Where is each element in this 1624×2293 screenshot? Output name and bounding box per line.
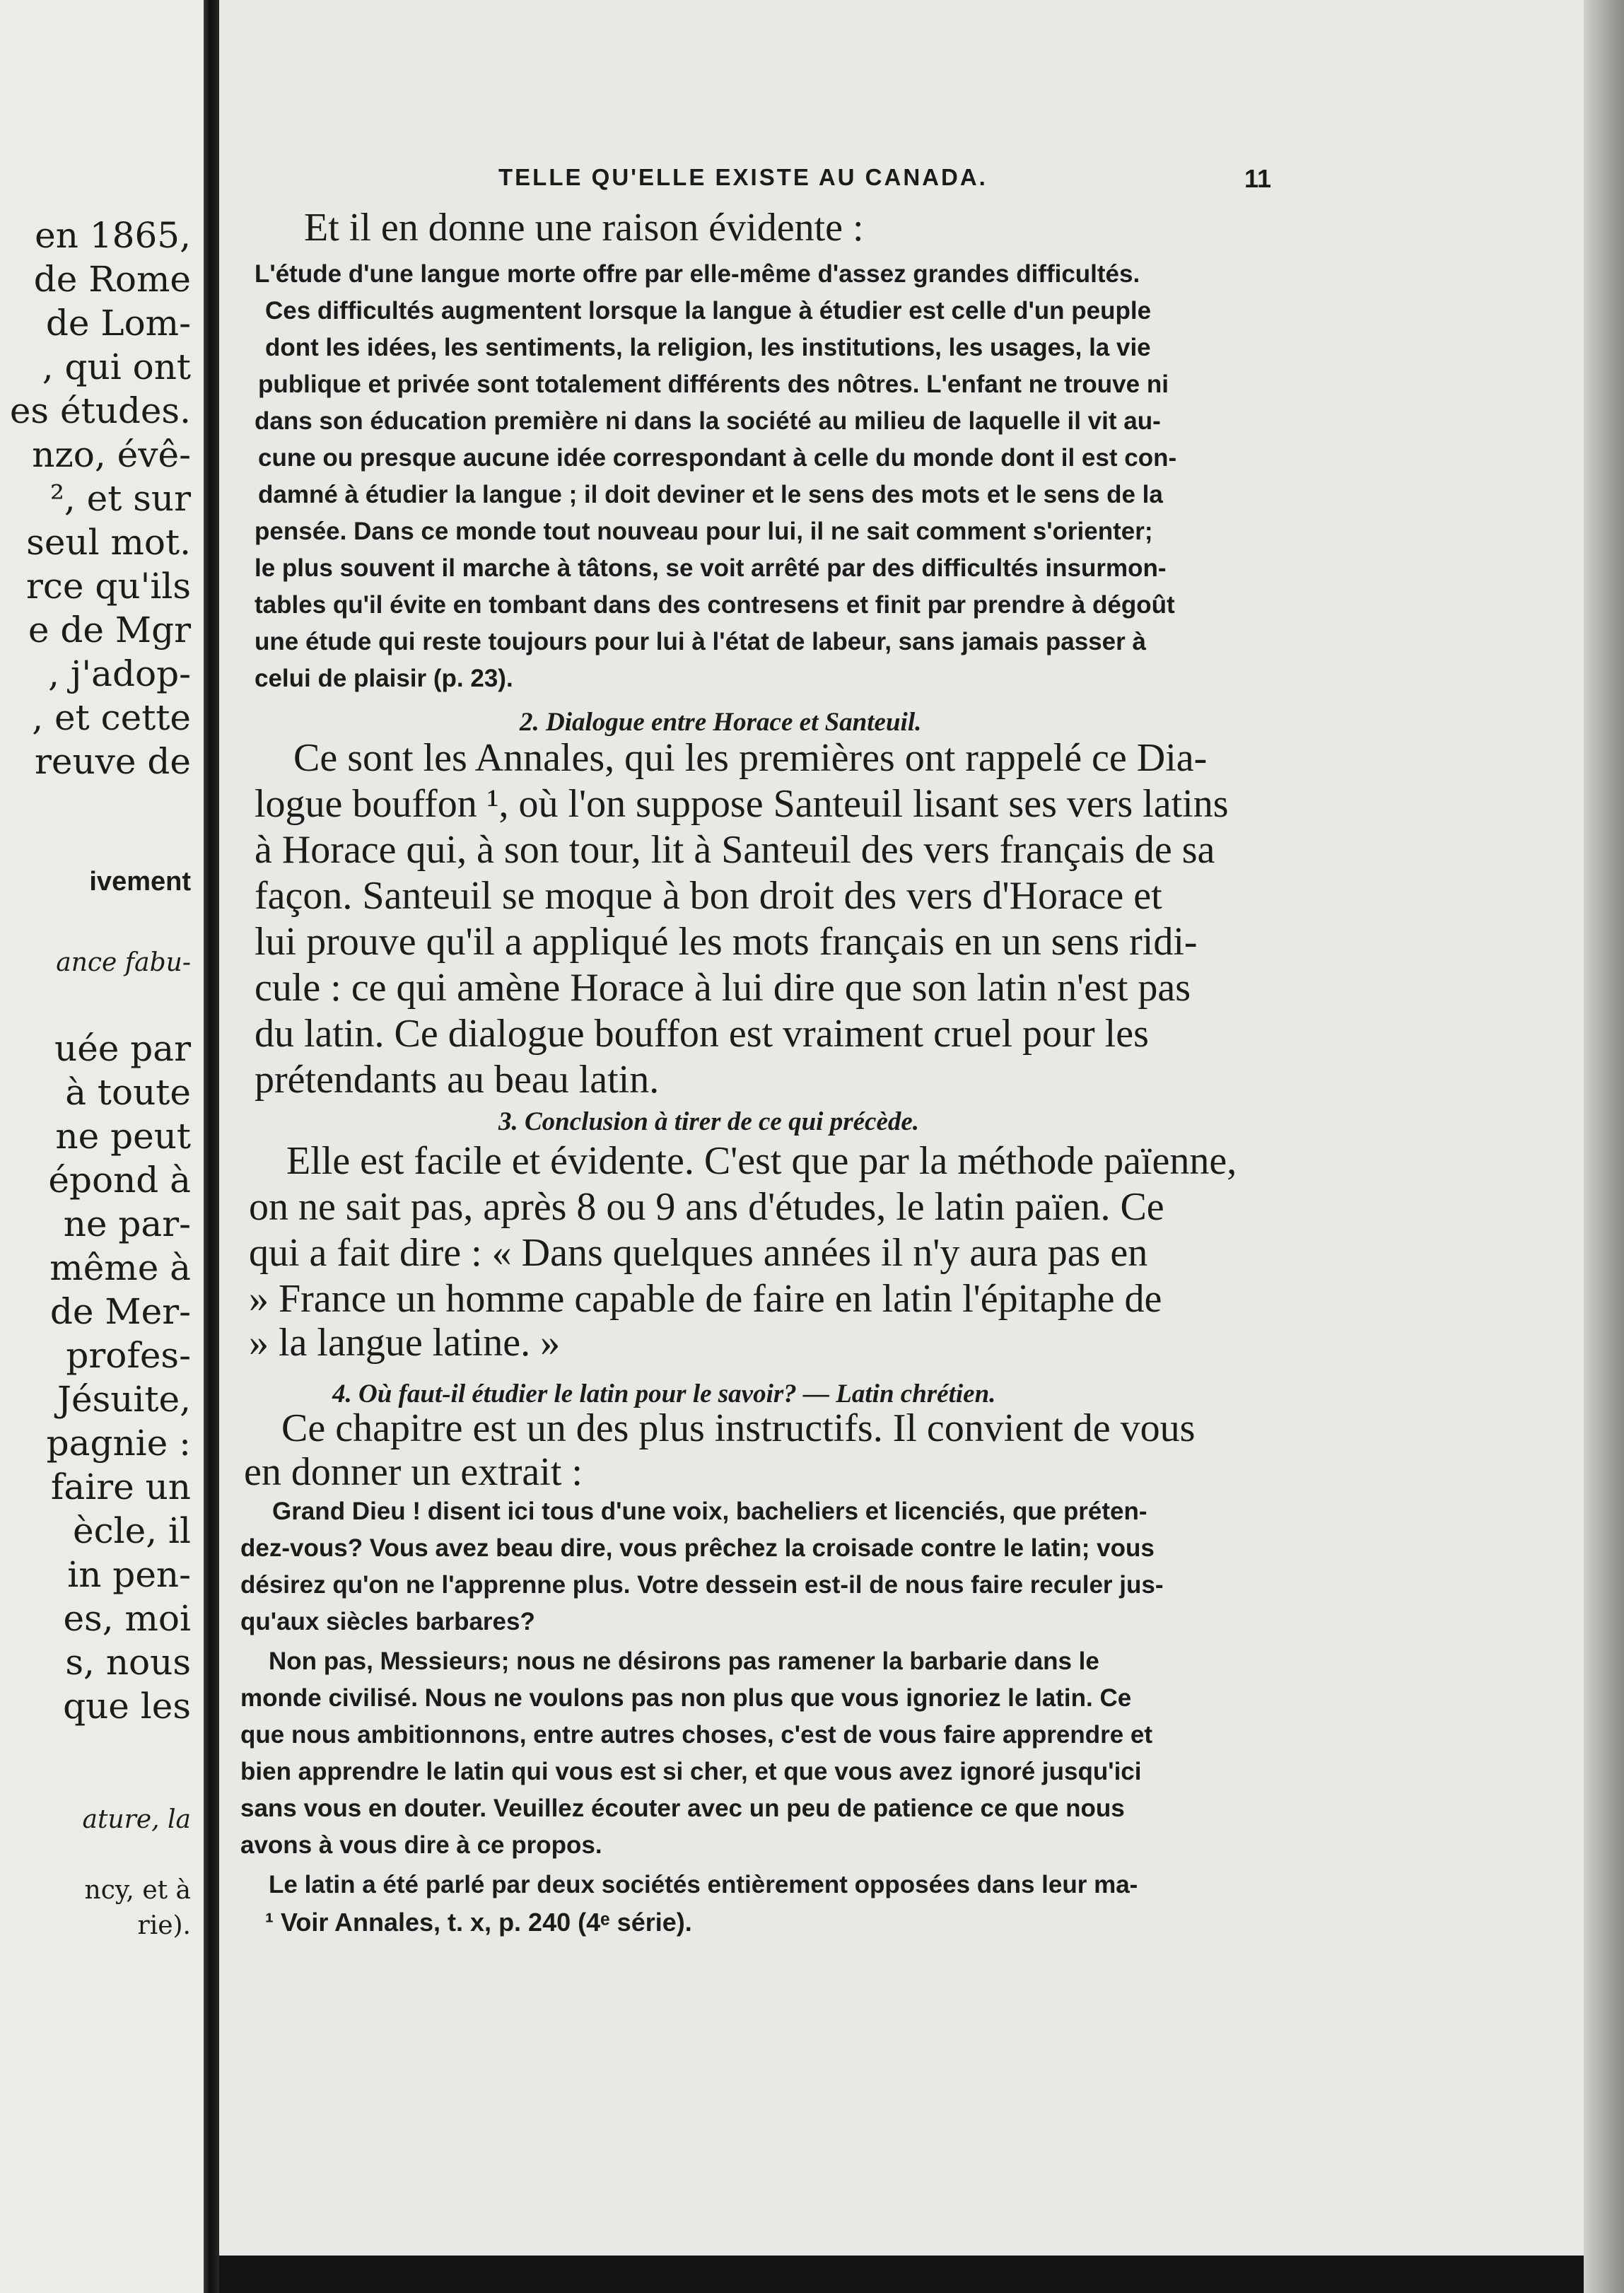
text-line: dans son éducation première ni dans la société au milieu de laquelle il vit au- bbox=[255, 407, 1161, 435]
footnote: ¹ Voir Annales, t. x, p. 240 (4ᵉ série). bbox=[265, 1908, 692, 1937]
text-line: monde civilisé. Nous ne voulons pas non plus que vous ignoriez le latin. Ce bbox=[240, 1684, 1132, 1712]
text-line: Ces difficultés augmentent lorsque la langue à étudier est celle d'un peuple bbox=[265, 297, 1152, 325]
left-fragment: même à bbox=[49, 1247, 191, 1288]
left-fragment: faire un bbox=[50, 1466, 191, 1507]
left-fragment: que les bbox=[63, 1686, 191, 1727]
text-line: damné à étudier la langue ; il doit deviner et le sens des mots et le sens de la bbox=[258, 481, 1163, 508]
text-line: prétendants au beau latin. bbox=[255, 1058, 660, 1102]
text-line: Le latin a été parlé par deux sociétés entièrement opposées dans leur ma- bbox=[269, 1871, 1138, 1898]
text-line: bien apprendre le latin qui vous est si cher, et que vous avez ignoré jusqu'ici bbox=[240, 1758, 1142, 1785]
left-fragment: e de Mgr bbox=[28, 609, 191, 650]
left-fragment: , j'adop- bbox=[48, 653, 191, 694]
text-line: façon. Santeuil se moque à bon droit des vers d'Horace et bbox=[255, 874, 1162, 918]
left-fragment: ècle, il bbox=[73, 1510, 191, 1551]
text-line: cune ou presque aucune idée correspondant à celle du monde dont il est con- bbox=[258, 444, 1177, 472]
left-fragment: ature, la bbox=[82, 1805, 191, 1834]
left-fragment: en 1865, bbox=[35, 215, 191, 256]
text-line: une étude qui reste toujours pour lui à l'état de labeur, sans jamais passer à bbox=[255, 628, 1146, 655]
left-fragment: ², et sur bbox=[49, 478, 191, 519]
left-fragment: de Rome bbox=[33, 259, 191, 300]
left-fragment: Jésuite, bbox=[57, 1379, 191, 1420]
section-heading: 3. Conclusion à tirer de ce qui précède. bbox=[498, 1107, 920, 1136]
section-heading: 4. Où faut-il étudier le latin pour le savoir? — Latin chrétien. bbox=[332, 1379, 996, 1408]
text-line: Grand Dieu ! disent ici tous d'une voix, bacheliers et licenciés, que préten- bbox=[272, 1498, 1147, 1525]
text-line: publique et privée sont totalement différents des nôtres. L'enfant ne trouve ni bbox=[258, 371, 1169, 398]
text-line: sans vous en douter. Veuillez écouter avec un peu de patience ce que nous bbox=[240, 1795, 1125, 1822]
text-line: » la langue latine. » bbox=[249, 1321, 561, 1365]
left-fragment: es, moi bbox=[63, 1598, 191, 1639]
text-line: Elle est facile et évidente. C'est que par la méthode païenne, bbox=[286, 1139, 1237, 1183]
text-line: dez-vous? Vous avez beau dire, vous prêchez la croisade contre le latin; vous bbox=[240, 1534, 1155, 1562]
left-fragment: s, nous bbox=[65, 1642, 191, 1683]
left-fragment: rce qu'ils bbox=[26, 566, 191, 607]
text-line: Et il en donne une raison évidente : bbox=[304, 206, 864, 250]
text-line: tables qu'il évite en tombant dans des contresens et finit par prendre à dégoût bbox=[255, 591, 1175, 619]
left-fragment: profes- bbox=[66, 1335, 191, 1376]
left-fragment: uée par bbox=[54, 1028, 191, 1069]
left-fragment: pagnie : bbox=[46, 1423, 191, 1464]
text-line: on ne sait pas, après 8 ou 9 ans d'études, le latin païen. Ce bbox=[249, 1185, 1164, 1229]
text-line: qu'aux siècles barbares? bbox=[240, 1608, 535, 1635]
running-header: TELLE QU'ELLE EXISTE AU CANADA. bbox=[498, 164, 988, 190]
text-line: celui de plaisir (p. 23). bbox=[255, 665, 513, 692]
scan-border bbox=[219, 2256, 1584, 2293]
text-line: en donner un extrait : bbox=[244, 1450, 583, 1494]
left-fragment: , et cette bbox=[32, 697, 191, 738]
left-fragment: es études. bbox=[9, 390, 191, 431]
page-edge bbox=[1584, 0, 1624, 2293]
left-fragment: de Lom- bbox=[45, 303, 191, 344]
left-fragment: nzo, évê- bbox=[32, 434, 191, 475]
left-fragment: ne peut bbox=[55, 1116, 191, 1157]
left-fragment: à toute bbox=[65, 1072, 191, 1113]
left-fragment: rie). bbox=[137, 1911, 191, 1940]
book-spine bbox=[204, 0, 219, 2293]
left-fragment: épond à bbox=[48, 1160, 191, 1201]
text-line: du latin. Ce dialogue bouffon est vraiment cruel pour les bbox=[255, 1012, 1149, 1056]
left-fragment: in pen- bbox=[67, 1554, 191, 1595]
text-line: Ce chapitre est un des plus instructifs. Il convient de vous bbox=[281, 1406, 1196, 1450]
text-line: L'étude d'une langue morte offre par elle-même d'assez grandes difficultés. bbox=[255, 260, 1140, 288]
left-fragment: ncy, et à bbox=[84, 1876, 191, 1905]
text-line: le plus souvent il marche à tâtons, se voit arrêté par des difficultés insurmon- bbox=[255, 554, 1167, 582]
text-line: cule : ce qui amène Horace à lui dire que son latin n'est pas bbox=[255, 966, 1191, 1010]
text-line: pensée. Dans ce monde tout nouveau pour lui, il ne sait comment s'orienter; bbox=[255, 518, 1153, 545]
text-line: Ce sont les Annales, qui les premières ont rappelé ce Dia- bbox=[293, 736, 1208, 780]
text-line: que nous ambitionnons, entre autres choses, c'est de vous faire apprendre et bbox=[240, 1721, 1153, 1749]
left-fragment: ance fabu- bbox=[56, 948, 191, 977]
section-heading: 2. Dialogue entre Horace et Santeuil. bbox=[520, 708, 922, 737]
text-line: Non pas, Messieurs; nous ne désirons pas ramener la barbarie dans le bbox=[269, 1647, 1099, 1675]
text-line: lui prouve qu'il a appliqué les mots français en un sens ridi- bbox=[255, 920, 1198, 964]
left-fragment: seul mot. bbox=[26, 522, 191, 563]
left-fragment: ne par- bbox=[63, 1203, 191, 1244]
left-fragment: de Mer- bbox=[49, 1291, 191, 1332]
left-fragment: reuve de bbox=[34, 741, 191, 782]
text-line: dont les idées, les sentiments, la religion, les institutions, les usages, la vie bbox=[265, 334, 1151, 361]
left-fragment: ivement bbox=[89, 867, 191, 897]
left-fragment: , qui ont bbox=[42, 346, 191, 387]
page-number: 11 bbox=[1244, 164, 1272, 193]
text-line: logue bouffon ¹, où l'on suppose Santeuil lisant ses vers latins bbox=[255, 782, 1229, 826]
text-line: qui a fait dire : « Dans quelques années il n'y aura pas en bbox=[249, 1231, 1148, 1275]
left-page bbox=[0, 0, 204, 2293]
text-line: désirez qu'on ne l'apprenne plus. Votre dessein est-il de nous faire reculer jus- bbox=[240, 1571, 1164, 1599]
text-line: à Horace qui, à son tour, lit à Santeuil des vers français de sa bbox=[255, 828, 1215, 872]
text-line: » France un homme capable de faire en latin l'épitaphe de bbox=[249, 1277, 1162, 1321]
text-line: avons à vous dire à ce propos. bbox=[240, 1831, 602, 1859]
